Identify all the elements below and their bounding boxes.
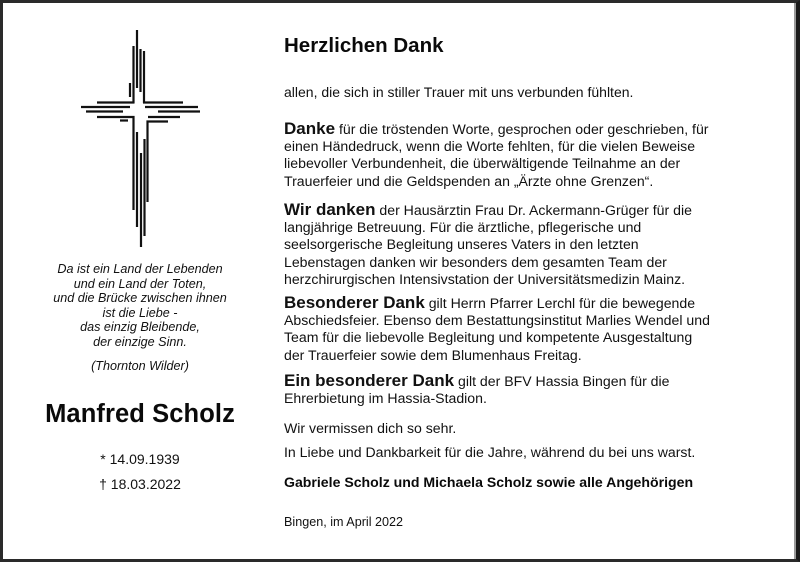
death-date: † 18.03.2022: [99, 476, 181, 492]
paragraph-text: gilt der BFV Hassia Bingen für die: [454, 373, 670, 389]
paragraph-lead: Danke: [284, 119, 336, 138]
paragraph-text: einen Händedruck, wenn die Worte fehlten, für die vielen Beweise: [284, 138, 696, 155]
intro-text: allen, die sich in stiller Trauer mit uns verbunden fühlten.: [284, 84, 634, 100]
thanks-paragraph: [284, 120, 789, 190]
thanks-paragraph: [284, 201, 789, 288]
paragraph-text: Team für die liebevolle Begleitung und kompetente Ausgestaltung: [284, 329, 693, 346]
quote-author: (Thornton Wilder): [91, 359, 189, 373]
deceased-name: Manfred Scholz: [45, 400, 235, 428]
paragraph-text: Trauerfeier und die Geldspenden an „Ärzte ohne Grenzen“.: [284, 172, 654, 189]
paragraph-text: liebevoller Verbundenheit, die überwältigende Teilnahme an der: [284, 155, 681, 172]
quote-line: das einzig Bleibende,: [80, 320, 200, 335]
family-signature: Gabriele Scholz und Michaela Scholz sowie alle Angehörigen: [284, 474, 694, 490]
closing-line: In Liebe und Dankbarkeit für die Jahre, während du bei uns warst.: [284, 444, 696, 460]
notice-title: Herzlichen Dank: [284, 34, 444, 57]
paragraph-text: Abschiedsfeier. Ebenso dem Bestattungsinstitut Marlies Wendel und: [284, 312, 710, 329]
quote: [20, 262, 260, 350]
paragraph-text: Ehrerbietung im Hassia-Stadion.: [284, 390, 487, 407]
paragraph-text: herzchirurgischen Intensivstation der Universitätsmedizin Mainz.: [284, 270, 686, 287]
paragraph-text: langjährige Betreuung. Für die ärztliche, pflegerische und: [284, 219, 642, 236]
paragraph-lead: Besonderer Dank: [284, 293, 425, 312]
paragraph-lead: Wir danken: [284, 200, 376, 219]
thanks-paragraph: [284, 294, 789, 364]
quote-line: der einzige Sinn.: [93, 334, 187, 349]
quote-line: Da ist ein Land der Lebenden: [57, 262, 223, 276]
quote-line: ist die Liebe -: [102, 305, 178, 320]
paragraph-text: gilt Herrn Pfarrer Lerchl für die bewegende: [424, 295, 696, 311]
paragraph-text: für die tröstenden Worte, gesprochen oder geschrieben, für: [335, 121, 709, 137]
closing-line: Wir vermissen dich so sehr.: [284, 420, 457, 436]
thanks-paragraph: [284, 372, 789, 407]
birth-date: * 14.09.1939: [100, 451, 180, 467]
quote-line: und die Brücke zwischen ihnen: [53, 291, 227, 306]
paragraph-text: seelsorgerische Begleitung unseres Vaters in den letzten: [284, 236, 639, 253]
border-shadow: [794, 3, 796, 559]
paragraph-text: der Trauerfeier sowie dem Blumenhaus Freitag.: [284, 346, 582, 363]
place-date: Bingen, im April 2022: [284, 515, 404, 529]
cross-icon: [0, 0, 260, 260]
paragraph-text: der Hausärztin Frau Dr. Ackermann-Grüger für die: [375, 202, 692, 218]
paragraph-text: Lebenstagen danken wir besonders dem gesamten Team der: [284, 253, 667, 270]
paragraph-lead: Ein besonderer Dank: [284, 371, 455, 390]
quote-line: und ein Land der Toten,: [73, 276, 207, 291]
